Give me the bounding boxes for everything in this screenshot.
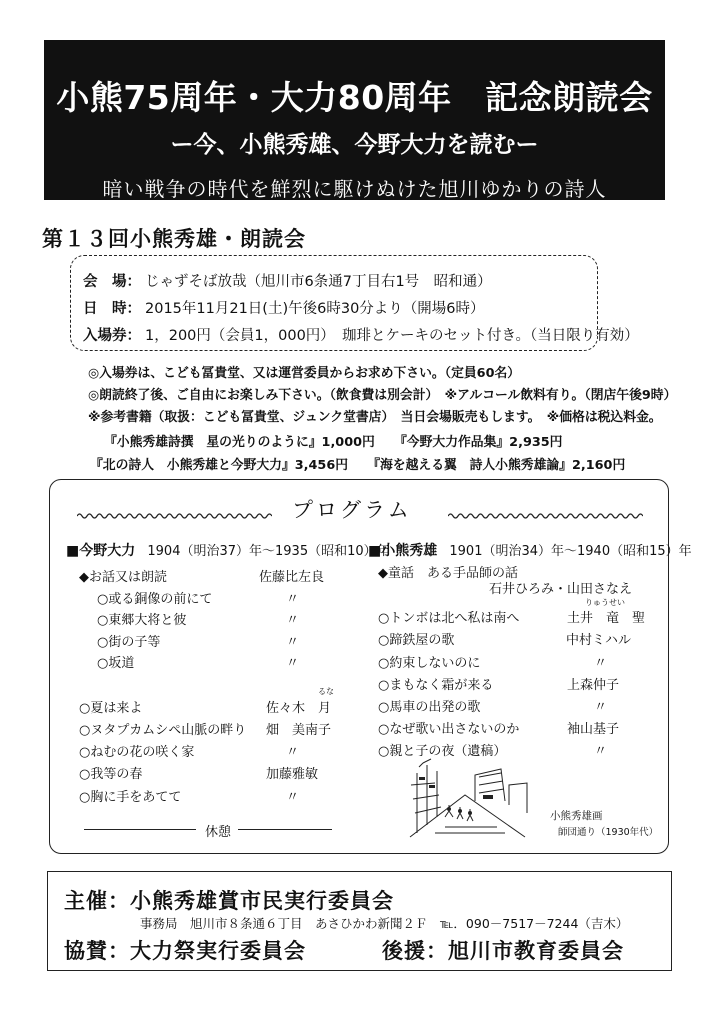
right-performer-3: 中村ミハル <box>566 633 632 648</box>
street-sketch-illustration <box>405 755 530 840</box>
left-item-7: ○ねむの花の咲く家 <box>79 745 195 760</box>
right-item-2: ○トンボは北へ私は南へ <box>378 611 520 626</box>
right-performer-1: 石井ひろみ・山田さなえ <box>489 582 633 597</box>
note-books-2: 『北の詩人 小熊秀雄と今野大力』3,456円 『海を越える翼 詩人小熊秀雄論』2,160円 <box>90 458 626 473</box>
venue-label: 会 場： <box>83 274 141 290</box>
right-performer-8: 〃 <box>594 744 608 759</box>
right-performer-4: 〃 <box>594 656 608 671</box>
wave-divider-right <box>448 512 643 520</box>
note-reference-books: ※参考書籍（取扱：こども冨貴堂、ジュンク堂書店） 当日会場販売もします。 ※価格は税込料金。 <box>88 410 662 425</box>
right-item-8: ○親と子の夜（遺稿） <box>378 744 507 759</box>
left-performer-5: 佐々木 月 <box>266 701 332 716</box>
date-label: 日 時： <box>83 301 141 317</box>
sketch-caption-artist: 小熊秀雄画 <box>550 810 603 822</box>
left-performer-7: 〃 <box>286 745 300 760</box>
intermission-line-right <box>238 829 332 830</box>
note-books-1: 『小熊秀雄詩撰 星の光りのように』1,000円 『今野大力作品集』2,935円 <box>104 435 563 450</box>
left-performer-1: 〃 <box>286 592 300 607</box>
right-performer-7: 袖山基子 <box>567 722 620 737</box>
host-line: 主催：小熊秀雄賞市民実行委員会 <box>64 889 394 913</box>
right-performer-2: 土井 竜 聖 <box>567 611 646 626</box>
left-item-1: ○或る銅像の前にて <box>97 592 213 607</box>
ticket-row <box>83 324 639 345</box>
ruby-runa: るな <box>318 687 334 696</box>
right-item-3: ○蹄鉄屋の歌 <box>378 633 455 648</box>
title-banner <box>44 40 665 200</box>
right-item-7: ○なぜ歌い出さないのか <box>378 722 520 737</box>
left-item-6: ○ヌタプカムシペ山脈の畔り <box>79 723 247 738</box>
left-performer-8: 加藤雅敏 <box>266 767 319 782</box>
oguma-name: ■小熊秀雄 <box>368 543 438 559</box>
left-performer-6: 畑 美南子 <box>266 723 332 738</box>
intermission-line-left <box>84 829 196 830</box>
right-item-4: ○約束しないのに <box>378 656 481 671</box>
left-item-3: ○街の子等 <box>97 635 161 650</box>
left-item-8: ○我等の春 <box>79 767 143 782</box>
oguma-header <box>368 540 692 560</box>
left-performer-4: 〃 <box>286 656 300 671</box>
right-performer-5: 上森仲子 <box>567 678 620 693</box>
tagline: 暗い戦争の時代を鮮烈に駆けぬけた旭川ゆかりの詩人 <box>102 177 607 201</box>
venue-value: じゃずそば放哉（旭川市6条通7丁目右1号 昭和通） <box>145 274 492 290</box>
ticket-label: 入場券： <box>83 328 141 344</box>
ticket-value: 1，200円（会員1，000円） 珈琲とケーキのセット付き。（当日限り有効） <box>145 328 639 344</box>
left-performer-2: 〃 <box>286 613 300 628</box>
right-item-6: ○馬車の出発の歌 <box>378 700 481 715</box>
left-item-0: ◆お話又は朗読 <box>79 570 167 585</box>
ruby-ryusei: りゅうせい <box>585 598 625 607</box>
left-item-9: ○胸に手をあてて <box>79 790 182 805</box>
left-performer-0: 佐藤比左良 <box>259 570 325 585</box>
intermission-label: 休憩 <box>205 825 232 840</box>
sponsor-line: 協賛：大力祭実行委員会 <box>64 939 306 963</box>
main-title: 小熊75周年・大力80周年 記念朗読会 <box>56 78 653 117</box>
right-item-0: ◆童話 ある手品師の話 <box>378 566 518 581</box>
office-address: 事務局 旭川市８条通６丁目 あさひかわ新聞２Ｆ ℡．090－7517－7244（吉木） <box>140 916 629 931</box>
right-performer-6: 〃 <box>594 700 608 715</box>
subtitle: ー今、小熊秀雄、今野大力を読むー <box>170 132 539 158</box>
event-info-box <box>70 255 639 351</box>
left-item-4: ○坂道 <box>97 656 135 671</box>
konno-name: ■今野大力 <box>66 543 136 559</box>
sketch-caption-place: 師団通り（1930年代） <box>558 827 659 838</box>
left-performer-9: 〃 <box>286 790 300 805</box>
date-row <box>83 297 485 318</box>
wave-divider-left <box>77 512 272 520</box>
left-performer-3: 〃 <box>286 635 300 650</box>
event-title: 第１３回小熊秀雄・朗読会 <box>42 227 306 251</box>
program-title: プログラム <box>292 498 412 522</box>
konno-years: 1904（明治37）年～1935（昭和10）年 <box>147 544 390 559</box>
note-ticket-purchase: ◎入場券は、こども冨貴堂、又は運営委員からお求め下さい。（定員60名） <box>88 366 521 381</box>
konno-header <box>66 540 390 560</box>
date-value: 2015年11月21日(土)午後6時30分より（開場6時） <box>145 301 485 317</box>
venue-row <box>83 270 492 291</box>
note-after-reading: ◎朗読終了後、ご自由にお楽しみ下さい。（飲食費は別会計） ※アルコール飲料有り。（閉店午後9時） <box>88 388 677 403</box>
left-item-5: ○夏は来よ <box>79 701 143 716</box>
support-line: 後援：旭川市教育委員会 <box>382 939 624 963</box>
left-item-2: ○東郷大将と彼 <box>97 613 187 628</box>
oguma-years: 1901（明治34）年～1940（昭和15）年 <box>449 544 692 559</box>
right-item-5: ○まもなく霜が来る <box>378 678 494 693</box>
